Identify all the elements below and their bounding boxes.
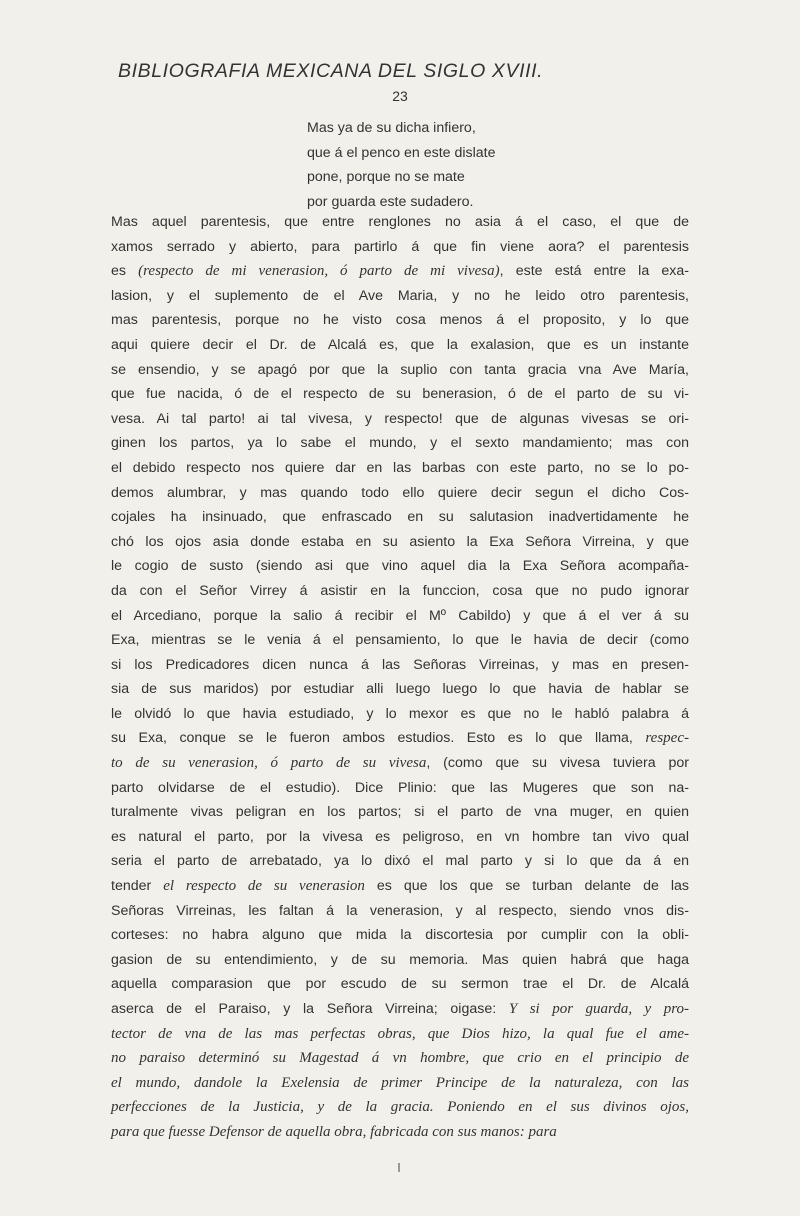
text-line: se ensendio, y se apagó por que la suplio con tanta gracia vna Ave María, [111,361,689,378]
text-line: da con el Señor Virrey á asistir en la funccion, cosa que no pudo ignorar [111,582,689,599]
verse-line: pone, porque no se mate [307,169,465,185]
text-line: si los Predicadores dicen nunca á las Señoras Virreinas, y mas en presen- [111,656,689,673]
verse-line: por guarda este sudadero. [307,193,474,210]
text-line: el debido respecto nos quiere dar en las barbas con este parto, no se lo po- [111,459,689,476]
italic-run: to de su venerasion, ó parto de su vivesa [111,755,427,772]
text-line: Mas aquel parentesis, que entre renglones no asia á el caso, el que de [111,214,689,230]
text-line: vesa. Ai tal parto! ai tal vivesa, y respecto! que de algunas vivesas se ori- [111,410,689,427]
italic-line: el mundo, dandole la Exelensia de primer Principe de la naturaleza, con las [111,1074,689,1091]
verse-line: Mas ya de su dicha infiero, [307,120,476,136]
italic-line: perfecciones de la Justicia, y de la gracia. Poniendo en el sus divinos ojos, [111,1099,689,1116]
text-line: lasion, y el suplemento de el Ave Maria, y no he leido otro parentesis, [111,287,689,304]
verse-stanza [307,116,496,214]
italic-run: Y si por guarda, y pro- [508,1001,689,1017]
text-line: parto olvidarse de el estudio). Dice Plinio: que las Mugeres que son na- [111,779,689,796]
text-line [111,259,689,284]
italic-run: el respecto de su venerasion [163,878,365,895]
text-line [111,997,689,1022]
text-line: seria el parto de arrebatado, ya lo dixó el mal parto y si lo que da á en [111,853,689,870]
text-run: tender [111,878,164,895]
text-line: Exa, mientras se le venia á el pensamiento, lo que le havia de decir (como [111,632,689,649]
text-line: aqui quiere decir el Dr. de Alcalá es, que la exalasion, que es un instante [111,336,689,353]
text-line [111,751,689,776]
text-line: le cogio de susto (siendo asi que vino aquel dia la Exa Señora acompaña- [111,558,689,575]
text-line: Señoras Virreinas, les faltan á la venerasion, y al respecto, siendo vnos dis- [111,902,689,919]
text-run: , este está entre la exa- [499,263,689,280]
text-run: aserca de el Paraiso, y la Señora Virreina; oigase: [111,1001,509,1017]
text-run: es que los que se turban delante de las [364,878,689,895]
body-paragraph [111,210,689,1145]
italic-line: para que fuesse Defensor de aquella obra, fabricada con sus manos: para [111,1123,557,1140]
text-line: demos alumbrar, y mas quando todo ello quiere decir segun el dicho Cos- [111,484,689,501]
text-line: el Arcediano, porque la salio á recibir el Mº Cabildo) y que á el ver á su [111,607,689,624]
text-line: xamos serrado y abierto, para partirlo á que fin viene aora? el parentesis [111,238,689,255]
text-run: su Exa, conque se le fueron ambos estudios. Esto es lo que llama, [111,730,646,747]
text-line: chó los ojos asia donde estaba en su asiento la Exa Señora Virreina, y que [111,533,689,550]
text-line: corteses: no habra alguno que mida la discortesia por cumplir con la obli- [111,927,689,944]
italic-run: (respecto de mi venerasion, ó parto de mi vivesa) [138,263,500,280]
text-line: gasion de su entendimiento, y de su memoria. Mas quien habrá que haga [111,951,689,968]
running-head: BIBLIOGRAFIA MEXICANA DEL SIGLO XVIII. [118,60,544,82]
page-number: 23 [392,88,408,104]
text-line: cojales ha insinuado, que enfrascado en su salutasion inadvertidamente he [111,509,689,526]
italic-line: tector de vna de las mas perfectas obras, que Dios hizo, la qual fue el ame- [111,1025,689,1042]
text-line: mas parentesis, porque no he visto cosa menos á el proposito, y lo que [111,312,689,329]
text-line: le olvidó lo que havia estudiado, y lo mexor es que no le habló palabra á [111,705,689,722]
text-run: , (como que su vivesa tuviera por [426,755,690,772]
text-line: que fue nacida, ó de el respecto de su benerasion, ó de el parto de su vi- [111,386,689,403]
text-line: aquella comparasion que por escudo de su sermon trae el Dr. de Alcalá [111,976,689,993]
text-line: turalmente vivas peligran en los partos; si el parto de vna muger, en quien [111,804,689,821]
text-run: es [111,263,139,280]
text-line: ginen los partos, ya lo sabe el mundo, y el sexto mandamiento; mas con [111,435,689,452]
text-line: sia de sus maridos) por estudiar alli luego luego lo que havia de hablar se [111,681,689,698]
italic-run: respec- [645,730,689,747]
verse-line: que á el penco en este dislate [307,144,496,161]
signature-mark [398,1163,400,1172]
text-line [111,726,689,751]
text-line: es natural el parto, por la vivesa es peligroso, en vn hombre tan vivo qual [111,828,689,845]
italic-line: no paraiso determinó su Magestad á vn hombre, que crio en el principio de [111,1050,689,1067]
text-line [111,874,689,899]
